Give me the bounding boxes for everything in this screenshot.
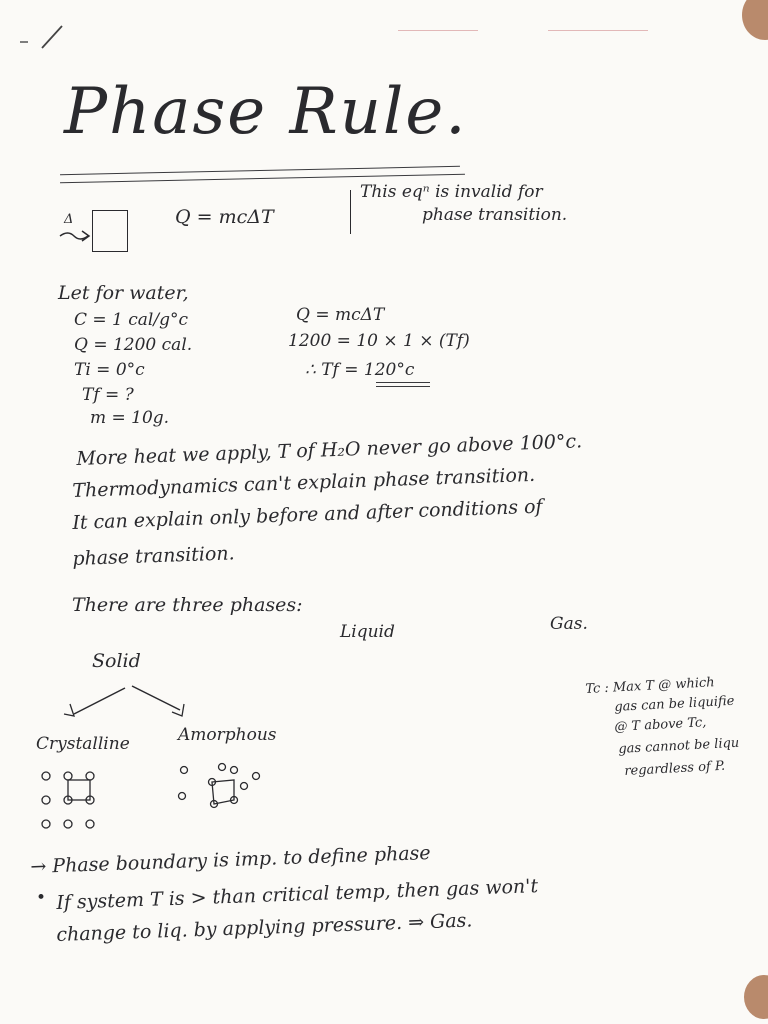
system-box [92, 210, 128, 252]
title-underline [60, 166, 460, 175]
calc-equation: Q = mcΔT [296, 305, 385, 325]
delta-symbol: Δ [64, 212, 74, 227]
given-ti: Ti = 0°c [74, 360, 145, 380]
tc-note-line4: gas cannot be liqu [618, 735, 740, 757]
amorphous-structure-icon [174, 762, 264, 812]
page-title: Phase Rule. [64, 75, 468, 149]
tc-note-line1: Tc : Max T @ which [585, 675, 715, 697]
paragraph-line3: It can explain only before and after conditions of [72, 495, 543, 534]
bottom-line2: If system T is > than critical temp, then gas won't [56, 875, 539, 914]
solid-amorphous: Amorphous [178, 725, 277, 745]
heat-equation: Q = mcΔT [175, 206, 274, 228]
calc-substitution: 1200 = 10 × 1 × (Tf) [288, 331, 470, 351]
finger-shadow [742, 0, 768, 40]
result-underline [376, 386, 430, 387]
solid-crystalline: Crystalline [36, 734, 130, 754]
margin-mark [548, 30, 648, 31]
solid-branch-arrows [60, 680, 240, 730]
tc-note-line5: regardless of P. [624, 758, 726, 779]
bullet-dot: • [36, 888, 47, 908]
tc-note-line3: @ T above Tc, [614, 715, 707, 735]
phase-gas: Gas. [550, 614, 588, 634]
given-c: C = 1 cal/g°c [74, 310, 189, 330]
given-m: m = 10g. [90, 408, 170, 428]
phases-intro: There are three phases: [72, 594, 303, 616]
divider-line [350, 190, 351, 234]
margin-mark [398, 30, 478, 31]
paragraph-line2: Thermodynamics can't explain phase transition. [72, 463, 536, 502]
calc-result: ∴ Tf = 120°c [305, 360, 415, 380]
tc-note-line2: gas can be liquifie [614, 693, 735, 715]
given-tf: Tf = ? [82, 385, 134, 405]
bottom-line3: change to liq. by applying pressure. ⇒ Gas. [56, 909, 473, 946]
invalid-note-line1: This eqⁿ is invalid for [360, 182, 543, 202]
phase-liquid: Liquid [340, 622, 395, 642]
finger-shadow [744, 975, 768, 1019]
bottom-line1: → Phase boundary is imp. to define phase [30, 842, 431, 878]
phase-solid: Solid [92, 650, 141, 672]
given-q: Q = 1200 cal. [74, 335, 193, 355]
corner-scribble [20, 20, 80, 60]
heat-arrow-icon [58, 228, 94, 248]
result-underline [376, 382, 430, 383]
example-intro: Let for water, [58, 282, 189, 304]
crystalline-lattice-icon [38, 768, 108, 832]
paragraph-line4: phase transition. [72, 542, 235, 570]
paragraph-line1: More heat we apply, T of H₂O never go above 100°c. [76, 430, 583, 470]
invalid-note-line2: phase transition. [422, 205, 568, 225]
